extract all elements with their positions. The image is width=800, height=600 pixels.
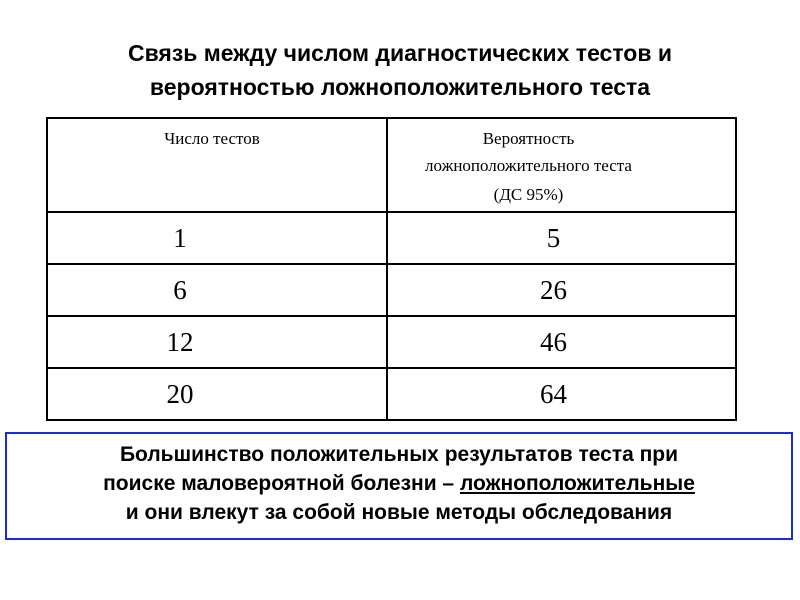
conclusion-line-2-text: поиске маловероятной болезни – [103,472,460,495]
probability-cell [387,264,736,316]
table-header-row [47,118,736,212]
tests-value: 20 [166,378,194,409]
table-row [47,212,736,264]
tests-cell [47,368,387,420]
header-probability-line-2: ложноположительного теста [425,156,632,175]
conclusion-line-1: Большинство положительных результатов теста при [119,443,679,466]
probability-cell [387,212,736,264]
header-probability-label [322,119,735,208]
header-cell-probability [387,118,736,212]
title-line-2: вероятностью ложноположительного теста [149,74,651,100]
conclusion-box [5,432,793,540]
probability-value: 64 [540,378,567,409]
tests-value: 6 [173,274,187,305]
page-title [40,36,760,104]
probability-value: 26 [540,274,567,305]
table-row [47,316,736,368]
probability-value: 46 [540,326,567,357]
conclusion-emphasis: ложноположительные [459,472,695,495]
header-tests-label: Число тестов [164,129,260,148]
tests-cell [47,316,387,368]
probability-cell [387,316,736,368]
probability-value: 5 [546,222,561,253]
header-probability-line-3: (ДС 95%) [493,185,564,204]
probability-cell [387,368,736,420]
tests-cell [47,264,387,316]
data-table [46,117,737,421]
tests-value: 1 [173,222,187,253]
table-row [47,264,736,316]
tests-cell [47,212,387,264]
conclusion-line-3: и они влекут за собой новые методы обследования [125,501,673,524]
title-line-1: Связь между числом диагностических тестов и [127,40,673,66]
conclusion-line-2 [7,469,791,498]
header-probability-line-1: Вероятность [482,129,575,148]
table-row [47,368,736,420]
tests-value: 12 [166,326,194,357]
